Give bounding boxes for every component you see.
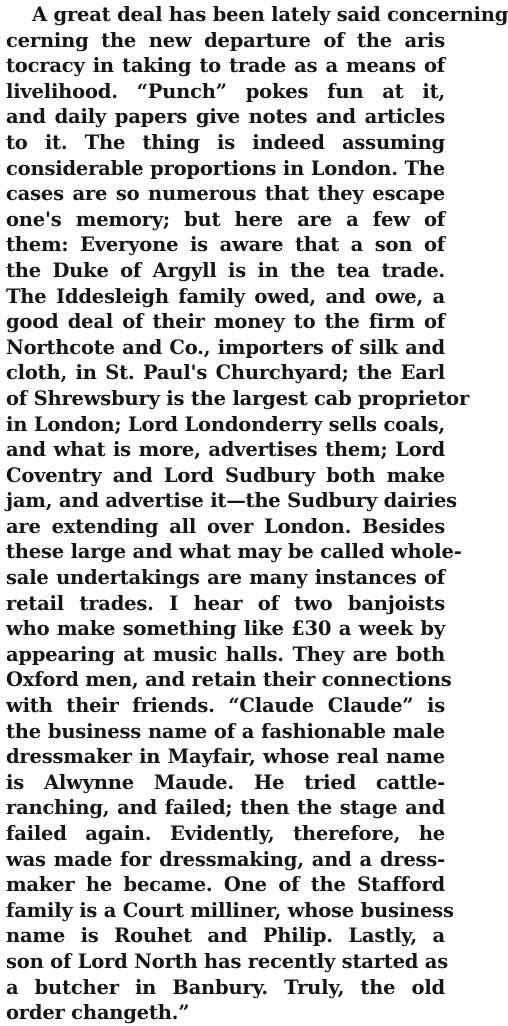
article-line: cases are so numerous that they escape [6, 182, 445, 206]
article-line: these large and what may be called whole- [6, 540, 462, 564]
article-line: of Shrewsbury is the largest cab proprietor [6, 386, 470, 410]
article-line: maker he became. One of the Stafford [6, 873, 445, 897]
article-line: are extending all over London. Besides [6, 514, 445, 538]
article-line: dressmaker in Mayfair, whose real name [6, 745, 445, 769]
article-line: one's memory; but here are a few of [6, 207, 445, 231]
article-line: The Iddesleigh family owed, and owe, a [6, 284, 445, 308]
article-line: order changeth.” [6, 1001, 190, 1025]
article-line: a butcher in Banbury. Truly, the old [6, 975, 445, 999]
article-line: sale undertakings are many instances of [6, 566, 445, 590]
article-line: son of Lord North has recently started as [6, 949, 449, 973]
article-line: failed again. Evidently, therefore, he [6, 822, 445, 845]
article-line: cloth, in St. Paul's Churchyard; the Earl [6, 361, 445, 385]
article-line: appearing at music halls. They are both [6, 642, 445, 666]
article-line: A great deal has been lately said concerning [32, 3, 508, 26]
article-line: considerable proportions in London. The [6, 156, 445, 180]
article-line: good deal of their money to the firm of [6, 310, 445, 334]
article-line: and daily papers give notes and articles [6, 105, 445, 129]
article-line: Coventry and Lord Sudbury both make [6, 463, 445, 487]
article-line: the business name of a fashionable male [6, 719, 445, 743]
article-line: ranching, and failed; then the stage and [6, 796, 445, 820]
article-line: Oxford men, and retain their connections [6, 668, 452, 692]
article-line: and what is more, advertises them; Lord [6, 438, 445, 462]
article-line: name is Rouhet and Philip. Lastly, a [6, 924, 445, 948]
article-line: in London; Lord Londonderry sells coals, [6, 412, 445, 436]
article-line: the Duke of Argyll is in the tea trade. [6, 258, 445, 282]
article-line: cerning the new departure of the aris [6, 28, 445, 52]
article-line: tocracy in taking to trade as a means of [6, 54, 445, 78]
article-line: who make something like £30 a week by [6, 617, 445, 641]
article-line: jam, and advertise it—the Sudbury dairies [6, 489, 457, 513]
article-line: with their friends. “Claude Claude” is [6, 694, 445, 718]
article-line: them: Everyone is aware that a son of [6, 233, 445, 257]
article-line: livelihood. “Punch” pokes fun at it, [6, 79, 445, 103]
article-line: to it. The thing is indeed assuming [6, 130, 445, 154]
article-line: was made for dressmaking, and a dress- [6, 847, 445, 871]
article-line: Northcote and Co., importers of silk and [6, 335, 445, 359]
article-line: is Alwynne Maude. He tried cattle- [6, 770, 445, 794]
article-line: family is a Court milliner, whose business [6, 898, 454, 922]
article-line: retail trades. I hear of two banjoists [6, 591, 445, 615]
